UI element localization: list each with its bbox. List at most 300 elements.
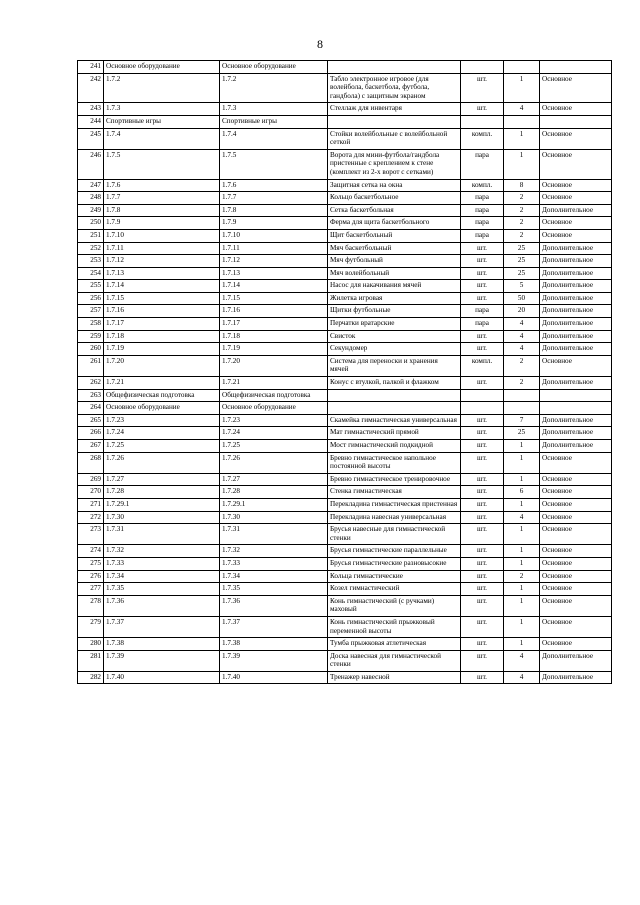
name-cell: Кольца гимнастические [328,570,461,583]
code-cell: 1.7.6 [104,179,220,192]
code-alt-cell: 1.7.17 [220,318,328,331]
quantity-cell: 25 [504,267,540,280]
unit-cell: шт. [461,280,504,293]
name-cell: Ферма для щита баскетбольного [328,217,461,230]
quantity-cell: 1 [504,498,540,511]
quantity-cell: 2 [504,192,540,205]
name-cell: Щитки футбольные [328,305,461,318]
code-alt-cell: 1.7.15 [220,292,328,305]
table-row [78,292,612,305]
row-number-cell: 282 [78,671,104,684]
code-cell: 1.7.32 [104,545,220,558]
code-cell: 1.7.38 [104,638,220,651]
code-cell: Основное оборудование [104,402,220,415]
table-row [78,377,612,390]
code-alt-cell: 1.7.13 [220,267,328,280]
code-alt-cell: 1.7.29.1 [220,498,328,511]
code-cell: 1.7.10 [104,229,220,242]
code-alt-cell: 1.7.26 [220,452,328,473]
code-alt-cell: 1.7.23 [220,414,328,427]
code-alt-cell: 1.7.34 [220,570,328,583]
table-row [78,595,612,616]
quantity-cell: 25 [504,427,540,440]
name-cell: Стойки волейбольные с волейбольной сеткой [328,128,461,149]
type-cell: Основное [540,595,612,616]
code-alt-cell: Основное оборудование [220,402,328,415]
row-number-cell: 271 [78,498,104,511]
type-cell: Основное [540,103,612,116]
code-alt-cell: 1.7.11 [220,242,328,255]
type-cell: Основное [540,192,612,205]
row-number-cell: 256 [78,292,104,305]
code-alt-cell: 1.7.2 [220,73,328,103]
code-alt-cell: 1.7.3 [220,103,328,116]
name-cell: Секундомер [328,343,461,356]
code-cell: 1.7.19 [104,343,220,356]
table-row [78,570,612,583]
code-alt-cell: 1.7.36 [220,595,328,616]
type-cell: Дополнительное [540,414,612,427]
row-number-cell: 262 [78,377,104,390]
name-cell: Бревно гимнастическое напольное постоянной высоты [328,452,461,473]
unit-cell: шт. [461,570,504,583]
unit-cell: шт. [461,650,504,671]
quantity-cell: 1 [504,524,540,545]
type-cell: Дополнительное [540,377,612,390]
table-body [78,61,612,684]
table-row [78,204,612,217]
table-row [78,402,612,415]
quantity-cell: 1 [504,452,540,473]
row-number-cell: 268 [78,452,104,473]
name-cell: Перекладина навесная универсальная [328,511,461,524]
name-cell: Перекладина гимнастическая пристенная [328,498,461,511]
type-cell: Основное [540,229,612,242]
row-number-cell: 274 [78,545,104,558]
row-number-cell: 277 [78,583,104,596]
name-cell: Брусья гимнастические разновысокие [328,557,461,570]
type-cell [540,61,612,74]
unit-cell: шт. [461,242,504,255]
quantity-cell: 2 [504,355,540,376]
code-alt-cell: 1.7.40 [220,671,328,684]
table-row [78,545,612,558]
type-cell: Основное [540,583,612,596]
row-number-cell: 244 [78,115,104,128]
table-row [78,73,612,103]
code-alt-cell: 1.7.5 [220,149,328,179]
code-alt-cell: 1.7.27 [220,473,328,486]
table-row [78,671,612,684]
code-cell: 1.7.29.1 [104,498,220,511]
code-cell: 1.7.2 [104,73,220,103]
unit-cell: шт. [461,330,504,343]
code-cell: 1.7.30 [104,511,220,524]
code-cell: 1.7.8 [104,204,220,217]
type-cell: Дополнительное [540,292,612,305]
quantity-cell: 7 [504,414,540,427]
row-number-cell: 257 [78,305,104,318]
type-cell [540,389,612,402]
quantity-cell: 2 [504,570,540,583]
row-number-cell: 264 [78,402,104,415]
code-alt-cell: 1.7.7 [220,192,328,205]
unit-cell: шт. [461,595,504,616]
unit-cell: шт. [461,583,504,596]
type-cell: Дополнительное [540,280,612,293]
type-cell: Основное [540,486,612,499]
type-cell: Дополнительное [540,204,612,217]
type-cell: Дополнительное [540,343,612,356]
name-cell: Козел гимнастический [328,583,461,596]
type-cell: Основное [540,545,612,558]
table-row [78,192,612,205]
quantity-cell: 4 [504,330,540,343]
code-cell: 1.7.37 [104,616,220,637]
name-cell: Доска навесная для гимнастической стенки [328,650,461,671]
row-number-cell: 269 [78,473,104,486]
table-row [78,149,612,179]
quantity-cell [504,402,540,415]
type-cell: Дополнительное [540,267,612,280]
code-alt-cell: 1.7.35 [220,583,328,596]
quantity-cell: 2 [504,229,540,242]
code-alt-cell: 1.7.8 [220,204,328,217]
code-cell: 1.7.13 [104,267,220,280]
row-number-cell: 248 [78,192,104,205]
quantity-cell: 1 [504,73,540,103]
code-cell: 1.7.16 [104,305,220,318]
code-alt-cell: 1.7.30 [220,511,328,524]
table-row [78,486,612,499]
code-alt-cell: 1.7.6 [220,179,328,192]
unit-cell [461,389,504,402]
code-cell: Основное оборудование [104,61,220,74]
unit-cell: шт. [461,427,504,440]
code-cell: 1.7.39 [104,650,220,671]
table-row [78,103,612,116]
quantity-cell: 6 [504,486,540,499]
code-alt-cell: 1.7.24 [220,427,328,440]
code-alt-cell: Общефизическая подготовка [220,389,328,402]
name-cell: Защитная сетка на окна [328,179,461,192]
table-row [78,427,612,440]
code-cell: 1.7.34 [104,570,220,583]
name-cell: Свисток [328,330,461,343]
quantity-cell: 2 [504,377,540,390]
name-cell: Мат гимнастический прямой [328,427,461,440]
unit-cell: пара [461,318,504,331]
code-alt-cell: 1.7.16 [220,305,328,318]
table-row [78,280,612,293]
row-number-cell: 280 [78,638,104,651]
row-number-cell: 263 [78,389,104,402]
quantity-cell: 4 [504,318,540,331]
name-cell: Брусья навесные для гимнастической стенки [328,524,461,545]
row-number-cell: 260 [78,343,104,356]
code-cell: 1.7.7 [104,192,220,205]
unit-cell: шт. [461,414,504,427]
code-alt-cell: Спортивные игры [220,115,328,128]
table-row [78,61,612,74]
name-cell: Кольцо баскетбольное [328,192,461,205]
code-alt-cell: 1.7.19 [220,343,328,356]
code-alt-cell: 1.7.25 [220,440,328,453]
code-alt-cell: 1.7.38 [220,638,328,651]
row-number-cell: 279 [78,616,104,637]
name-cell [328,389,461,402]
row-number-cell: 281 [78,650,104,671]
code-alt-cell: 1.7.12 [220,255,328,268]
type-cell [540,402,612,415]
type-cell: Дополнительное [540,255,612,268]
table-row [78,440,612,453]
code-cell: 1.7.18 [104,330,220,343]
type-cell: Дополнительное [540,242,612,255]
unit-cell: шт. [461,557,504,570]
name-cell: Насос для накачивания мячей [328,280,461,293]
code-alt-cell: 1.7.10 [220,229,328,242]
name-cell: Стеллаж для инвентаря [328,103,461,116]
code-alt-cell: 1.7.31 [220,524,328,545]
unit-cell: компл. [461,179,504,192]
table-row [78,473,612,486]
name-cell: Конь гимнастический (с ручками) маховый [328,595,461,616]
table-row [78,616,612,637]
unit-cell: шт. [461,267,504,280]
row-number-cell: 254 [78,267,104,280]
code-alt-cell: 1.7.37 [220,616,328,637]
name-cell: Бревно гимнастическое тренировочное [328,473,461,486]
table-row [78,498,612,511]
table-row [78,255,612,268]
row-number-cell: 250 [78,217,104,230]
row-number-cell: 245 [78,128,104,149]
type-cell: Дополнительное [540,427,612,440]
table-row [78,267,612,280]
table-row [78,414,612,427]
row-number-cell: 266 [78,427,104,440]
type-cell: Основное [540,557,612,570]
code-alt-cell: 1.7.33 [220,557,328,570]
code-alt-cell: 1.7.28 [220,486,328,499]
code-cell: 1.7.31 [104,524,220,545]
type-cell: Основное [540,524,612,545]
code-cell: 1.7.5 [104,149,220,179]
row-number-cell: 252 [78,242,104,255]
type-cell: Основное [540,149,612,179]
quantity-cell: 1 [504,545,540,558]
equipment-table [77,60,612,684]
unit-cell: шт. [461,671,504,684]
row-number-cell: 273 [78,524,104,545]
name-cell: Конь гимнастический прыжковый переменной высоты [328,616,461,637]
table-row [78,242,612,255]
type-cell: Основное [540,217,612,230]
code-cell: 1.7.3 [104,103,220,116]
code-cell: 1.7.25 [104,440,220,453]
row-number-cell: 276 [78,570,104,583]
unit-cell: пара [461,217,504,230]
code-cell: 1.7.20 [104,355,220,376]
name-cell: Табло электронное игровое (для волейбола, баскетбола, футбола, гандбола) с защитным экраном [328,73,461,103]
name-cell: Конус с втулкой, палкой и флажком [328,377,461,390]
table-row [78,583,612,596]
unit-cell [461,115,504,128]
table-row [78,128,612,149]
row-number-cell: 259 [78,330,104,343]
row-number-cell: 265 [78,414,104,427]
unit-cell: шт. [461,377,504,390]
unit-cell: шт. [461,452,504,473]
table-row [78,179,612,192]
row-number-cell: 275 [78,557,104,570]
unit-cell: шт. [461,473,504,486]
code-cell: Спортивные игры [104,115,220,128]
unit-cell: шт. [461,255,504,268]
name-cell [328,402,461,415]
name-cell: Мяч баскетбольный [328,242,461,255]
row-number-cell: 261 [78,355,104,376]
code-cell: 1.7.14 [104,280,220,293]
name-cell [328,115,461,128]
quantity-cell: 1 [504,583,540,596]
code-cell: 1.7.17 [104,318,220,331]
unit-cell: шт. [461,524,504,545]
table-row [78,638,612,651]
quantity-cell: 1 [504,557,540,570]
code-alt-cell: 1.7.20 [220,355,328,376]
quantity-cell: 4 [504,511,540,524]
name-cell: Сетка баскетбольная [328,204,461,217]
row-number-cell: 272 [78,511,104,524]
unit-cell: шт. [461,486,504,499]
code-cell: 1.7.15 [104,292,220,305]
quantity-cell: 1 [504,440,540,453]
code-cell: 1.7.27 [104,473,220,486]
type-cell: Основное [540,498,612,511]
code-cell: 1.7.12 [104,255,220,268]
quantity-cell [504,115,540,128]
type-cell: Основное [540,452,612,473]
unit-cell: шт. [461,511,504,524]
type-cell: Основное [540,511,612,524]
name-cell: Стенка гимнастическая [328,486,461,499]
quantity-cell: 2 [504,204,540,217]
quantity-cell [504,61,540,74]
unit-cell: шт. [461,440,504,453]
code-cell: Общефизическая подготовка [104,389,220,402]
table-row [78,343,612,356]
quantity-cell: 20 [504,305,540,318]
name-cell: Система для переноски и хранения мячей [328,355,461,376]
unit-cell: шт. [461,292,504,305]
page-number: 8 [317,37,323,51]
code-alt-cell: 1.7.9 [220,217,328,230]
type-cell: Дополнительное [540,305,612,318]
code-cell: 1.7.36 [104,595,220,616]
unit-cell: компл. [461,128,504,149]
code-alt-cell: 1.7.32 [220,545,328,558]
quantity-cell: 1 [504,638,540,651]
type-cell: Основное [540,73,612,103]
code-alt-cell: 1.7.21 [220,377,328,390]
unit-cell: пара [461,204,504,217]
row-number-cell: 251 [78,229,104,242]
quantity-cell: 50 [504,292,540,305]
type-cell: Дополнительное [540,440,612,453]
code-alt-cell: 1.7.4 [220,128,328,149]
unit-cell: шт. [461,343,504,356]
table-row [78,305,612,318]
code-alt-cell: 1.7.39 [220,650,328,671]
row-number-cell: 247 [78,179,104,192]
table-row [78,115,612,128]
quantity-cell: 25 [504,242,540,255]
unit-cell: компл. [461,355,504,376]
code-cell: 1.7.9 [104,217,220,230]
table-row [78,355,612,376]
table-row [78,524,612,545]
quantity-cell: 1 [504,128,540,149]
type-cell [540,115,612,128]
row-number-cell: 249 [78,204,104,217]
quantity-cell: 4 [504,103,540,116]
type-cell: Основное [540,473,612,486]
quantity-cell: 4 [504,671,540,684]
code-cell: 1.7.26 [104,452,220,473]
unit-cell: шт. [461,638,504,651]
name-cell: Мост гимнастический подкидной [328,440,461,453]
quantity-cell: 1 [504,616,540,637]
name-cell: Щит баскетбольный [328,229,461,242]
quantity-cell [504,389,540,402]
type-cell: Основное [540,638,612,651]
code-cell: 1.7.11 [104,242,220,255]
quantity-cell: 8 [504,179,540,192]
quantity-cell: 1 [504,595,540,616]
row-number-cell: 278 [78,595,104,616]
type-cell: Основное [540,355,612,376]
unit-cell: пара [461,305,504,318]
quantity-cell: 2 [504,217,540,230]
table-row [78,650,612,671]
name-cell: Жилетка игровая [328,292,461,305]
quantity-cell: 1 [504,473,540,486]
type-cell: Основное [540,616,612,637]
row-number-cell: 246 [78,149,104,179]
row-number-cell: 258 [78,318,104,331]
row-number-cell: 253 [78,255,104,268]
unit-cell [461,402,504,415]
code-cell: 1.7.23 [104,414,220,427]
code-cell: 1.7.4 [104,128,220,149]
unit-cell: шт. [461,103,504,116]
type-cell: Основное [540,128,612,149]
row-number-cell: 243 [78,103,104,116]
unit-cell [461,61,504,74]
row-number-cell: 242 [78,73,104,103]
table-row [78,557,612,570]
name-cell [328,61,461,74]
code-cell: 1.7.33 [104,557,220,570]
quantity-cell: 4 [504,650,540,671]
row-number-cell: 270 [78,486,104,499]
type-cell: Дополнительное [540,330,612,343]
name-cell: Тренажер навесной [328,671,461,684]
quantity-cell: 25 [504,255,540,268]
name-cell: Брусья гимнастические параллельные [328,545,461,558]
